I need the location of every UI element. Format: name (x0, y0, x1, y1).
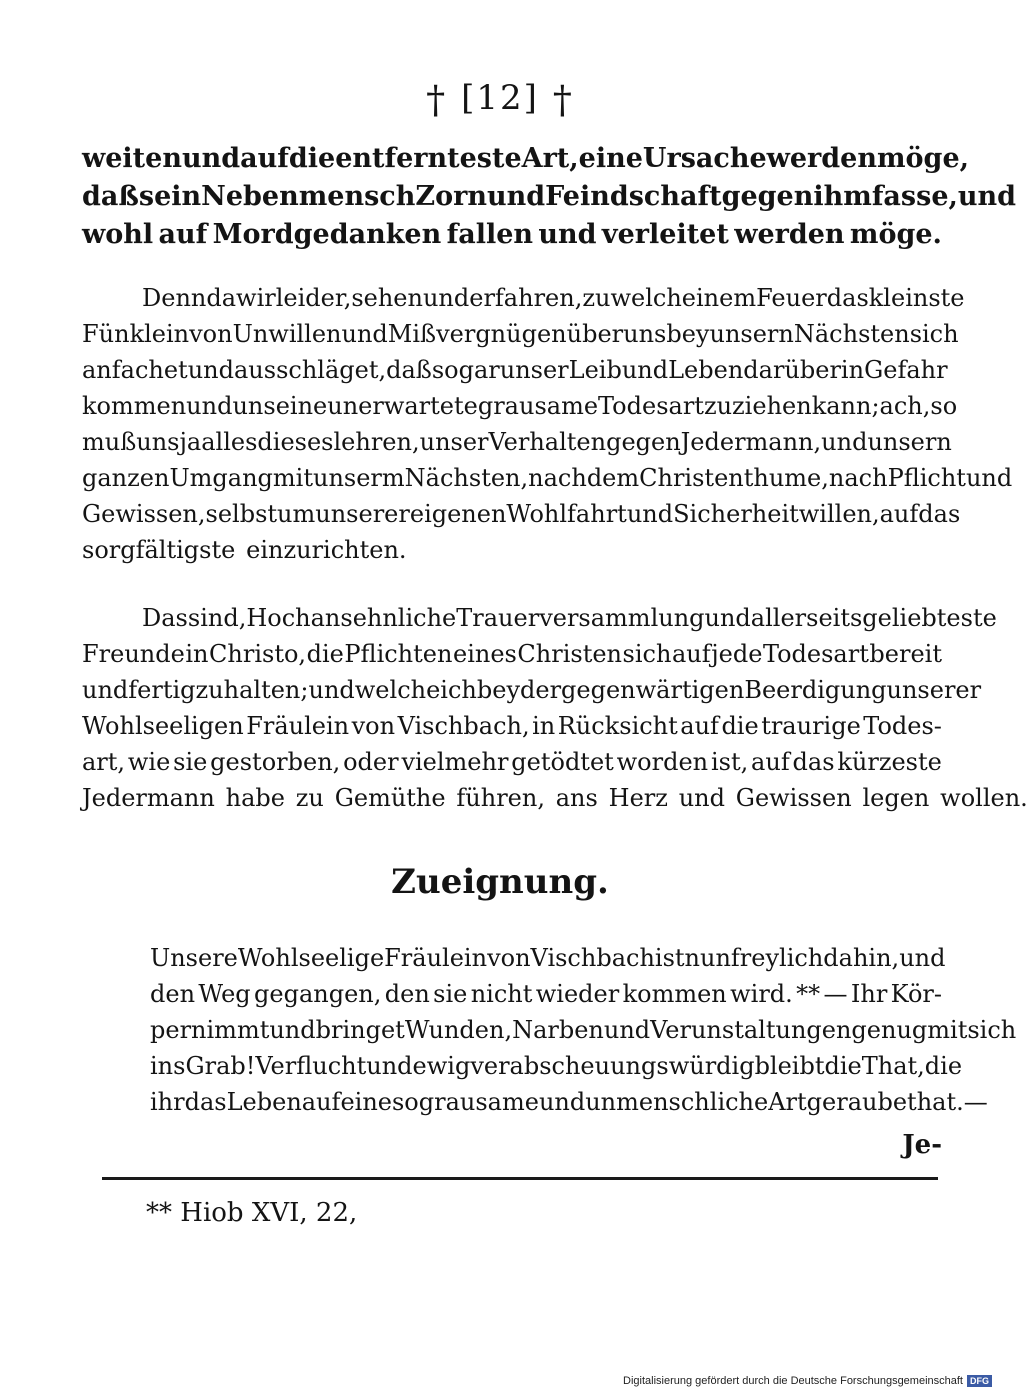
text-line: anfachet und ausschläget, daß sogar unser Leib und Leben darüber in Gefahr (82, 356, 948, 384)
cross-left-icon: † (426, 78, 448, 122)
dfg-logo: DFG (967, 1375, 992, 1387)
text-line: Unsere Wohlseelige Fräulein von Vischbach ist nun freylich dahin, und (150, 944, 946, 972)
paragraph-1 (82, 280, 1013, 568)
section-heading: Zueignung. (391, 862, 609, 902)
text-line: ihr das Leben auf eine so grausame und unmenschliche Art geraubet hat. — (150, 1088, 988, 1116)
text-line: daß sein Nebenmensch Zorn und Feindschaft gegen ihm fasse, und (82, 181, 1017, 212)
continued-text-block (82, 140, 1017, 254)
paragraph-3 (150, 940, 1017, 1120)
text-line: Gewissen, selbst um unserer eigenen Wohlfahrt und Sicherheit willen, auf das (82, 500, 961, 528)
text-line: Denn da wir leider, sehen und erfahren, zu welch einem Feuer das kleinste (142, 284, 965, 312)
page-header (0, 78, 1000, 122)
text-line: Das sind, Hochansehnliche Trauerversammlung und allerseits geliebteste (142, 604, 997, 632)
cross-right-icon: † (552, 78, 574, 122)
credit-text: Digitalisierung gefördert durch die Deutsche Forschungsgemeinschaft (623, 1375, 963, 1387)
footnote-divider (102, 1177, 938, 1180)
page-number: [12] (461, 78, 539, 118)
text-line: Wohlseeligen Fräulein von Vischbach, in Rücksicht auf die traurige Todes- (82, 712, 942, 740)
text-line: per nimmt und bringet Wunden, Narben und Verunstaltungen genug mit sich (150, 1016, 1017, 1044)
text-line: den Weg gegangen, den sie nicht wieder kommen wird. ** — Ihr Kör- (150, 980, 942, 1008)
text-line: art, wie sie gestorben, oder vielmehr getödtet worden ist, auf das kürzeste (82, 748, 942, 776)
text-line: ins Grab! Verflucht und ewig verabscheuungswürdig bleibt die That, die (150, 1052, 963, 1080)
text-line: Freunde in Christo, die Pflichten eines Christen sich auf jede Todesart bereit (82, 640, 942, 668)
text-line: wohl auf Mordgedanken fallen und verleitet werden möge. (82, 219, 942, 250)
text-line: kommen und uns eine unerwartete grausame Todesart zuziehen kann; ach, so (82, 392, 958, 420)
paragraph-2 (82, 600, 1028, 816)
text-line: und fertig zu halten; und welche ich bey der gegenwärtigen Beerdigung unserer (82, 676, 982, 704)
footnote: ** Hiob XVI, 22, (146, 1198, 358, 1228)
text-line: weiten und auf die entfernteste Art, eine Ursache werden möge, (82, 143, 970, 174)
digitization-credit (623, 1375, 992, 1387)
text-line: muß uns ja alles dieses lehren, unser Verhalten gegen Jedermann, und unsern (82, 428, 952, 456)
text-line: Jedermann habe zu Gemüthe führen, ans Herz und Gewissen legen wollen. (82, 784, 1028, 812)
catchword: Je- (902, 1130, 942, 1160)
text-line: sorgfältigste einzurichten. (82, 536, 407, 564)
text-line: ganzen Umgang mit unserm Nächsten, nach dem Christenthume, nach Pflicht und (82, 464, 1013, 492)
text-line: Fünklein von Unwillen und Mißvergnügen über uns bey unsern Nächsten sich (82, 320, 959, 348)
